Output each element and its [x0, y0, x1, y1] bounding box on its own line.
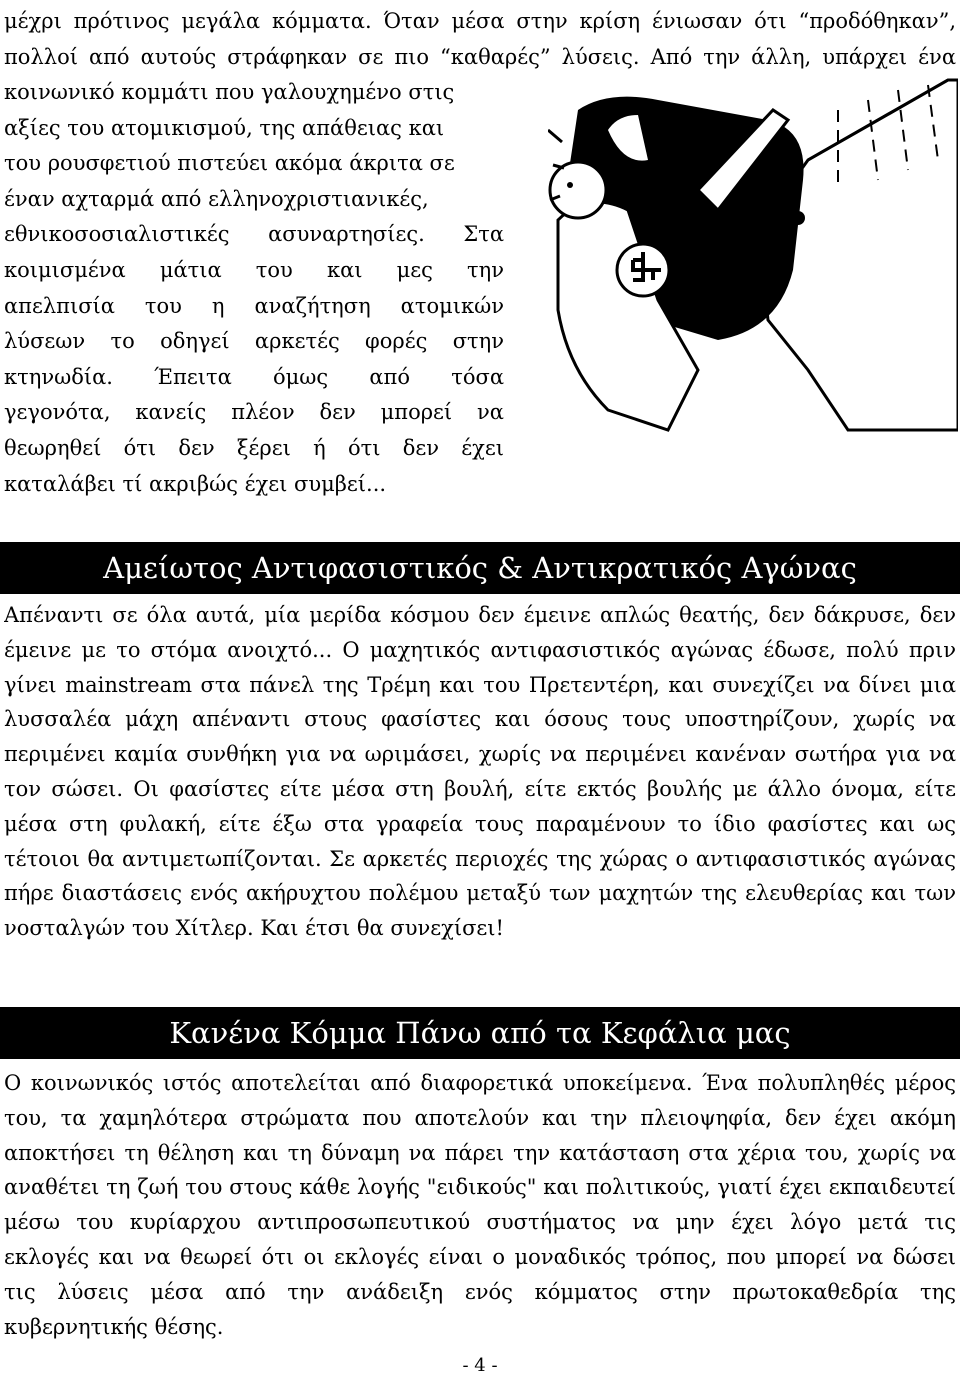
paragraph-line: πήρε διαστάσεις ενός ακήρυχτου πολέμου μεταξύ των μαχητών της ελευθερίας και των: [4, 881, 956, 906]
paragraph-line: νοσταλγών του Χίτλερ. Και έτσι θα συνεχίσει!: [4, 916, 504, 941]
paragraph-line: περιμένει καμία συνθήκη για να ωριμάσει, χωρίς να περιμένει κανέναν σωτήρα για να: [4, 742, 956, 767]
swastika-being-smashed-icon: [548, 70, 958, 470]
page-number: - 4 -: [462, 1355, 498, 1376]
intro-line: καταλάβει τί ακριβώς έχει συμβεί...: [4, 471, 387, 496]
intro-line: πολλοί από αυτούς στράφηκαν σε πιο “καθαρές” λύσεις. Από την άλλη, υπάρχει ένα: [4, 44, 956, 69]
paragraph-line: εκλογές και να θεωρεί ότι οι εκλογές είναι ο μοναδικός τρόπος, που μπορεί να δώσει: [4, 1244, 956, 1269]
intro-wide-lines: [4, 4, 956, 75]
intro-line: κτηνωδία. Έπειτα όμως από τόσα: [4, 364, 504, 389]
paragraph-line: Ο κοινωνικός ιστός αποτελείται από διαφορετικά υποκείμενα. Ένα πολυπληθές μέρος: [4, 1071, 956, 1095]
paragraph-line: Απέναντι σε όλα αυτά, μία μερίδα κόσμου δεν έμεινε απλώς θεατής, δεν δάκρυσε, δεν: [4, 603, 956, 627]
paragraph-line: γίνει mainstream στα πάνελ της Τρέμη και του Πρετεντέρη, και συνεχίζει να δίνει μια: [4, 672, 956, 697]
intro-line: του ρουσφετιού πιστεύει ακόμα άκριτα σε: [4, 151, 455, 176]
intro-line: λύσεων το οδηγεί αρκετές φορές στην: [4, 329, 504, 354]
paragraph-line: έμεινε με το στόμα ανοιχτό... Ο μαχητικός αντιφασιστικός αγώνας έδωσε, πολύ πριν: [4, 637, 956, 662]
section-paragraph-antifascist: [4, 598, 956, 946]
intro-line: κοιμισμένα μάτια του και μες την: [4, 257, 504, 282]
intro-line: έναν αχταρμά από ελληνοχριστιανικές,: [4, 186, 429, 211]
paragraph-line: μέσω του κυρίαρχου αντιπροσωπευτικού συστήματος να μην έχει λόγο μετά τις: [4, 1210, 956, 1235]
paragraph-line: αποκτήσει τη θέληση και τη δύναμη να πάρει την κατάσταση στα χέρια του, χωρίς να: [4, 1140, 956, 1165]
intro-line: εθνικοσοσιαλιστικές ασυναρτησίες. Στα: [4, 222, 504, 247]
intro-line: θεωρηθεί ότι δεν ξέρει ή ότι δεν έχει: [4, 435, 504, 460]
intro-line: απελπισία του η αναζήτηση ατομικών: [4, 293, 504, 318]
section-heading-antifascist: Αμείωτος Αντιφασιστικός & Αντικρατικός Αγώνας: [0, 542, 960, 594]
paragraph-line: αναθέτει τη ζωή του στους κάθε λογής "ειδικούς" και πολιτικούς, γιατί έχει εκπαιδευτεί: [4, 1175, 956, 1200]
intro-line: μέχρι πρότινος μεγάλα κόμματα. Όταν μέσα στην κρίση ένιωσαν ότι “προδόθηκαν”,: [4, 9, 956, 33]
intro-line: κοινωνικό κομμάτι που γαλουχημένο στις: [4, 80, 455, 104]
paragraph-line: τέτοιοι θα αντιμετωπίζονται. Σε αρκετές περιοχές της χώρας ο αντιφασιστικός αγώνας: [4, 846, 956, 871]
intro-narrow-lines: [4, 75, 504, 502]
paragraph-line: τις λύσεις μέσα από την ανάδειξη ενός κόμματος στην πρωτοκαθεδρία της: [4, 1279, 956, 1304]
intro-line: αξίες του ατομικισμού, της απάθειας και: [4, 115, 445, 140]
section-heading-no-party: Κανένα Κόμμα Πάνω από τα Κεφάλια μας: [0, 1007, 960, 1059]
paragraph-line: τον σώσει. Οι φασίστες είτε μέσα στη βουλή, είτε εκτός βουλής με άλλο όνομα, είτε: [4, 776, 956, 801]
intro-section: [0, 0, 960, 500]
paragraph-line: κυβερνητικής θέσης.: [4, 1314, 224, 1339]
paragraph-line: λυσσαλέα μάχη απέναντι στους φασίστες και όσους τους υποστηρίζουν, χωρίς να: [4, 707, 956, 732]
paragraph-line: του, τα χαμηλότερα στρώματα που αποτελούν και την πλειοψηφία, δεν έχει ακόμη: [4, 1105, 956, 1130]
paragraph-line: μέσα στη φυλακή, είτε έξω στα γραφεία τους παραμένουν το ίδιο φασίστες και ως: [4, 811, 956, 836]
intro-line: γεγονότα, κανείς πλέον δεν μπορεί να: [4, 400, 504, 425]
section-paragraph-no-party: [4, 1066, 956, 1344]
